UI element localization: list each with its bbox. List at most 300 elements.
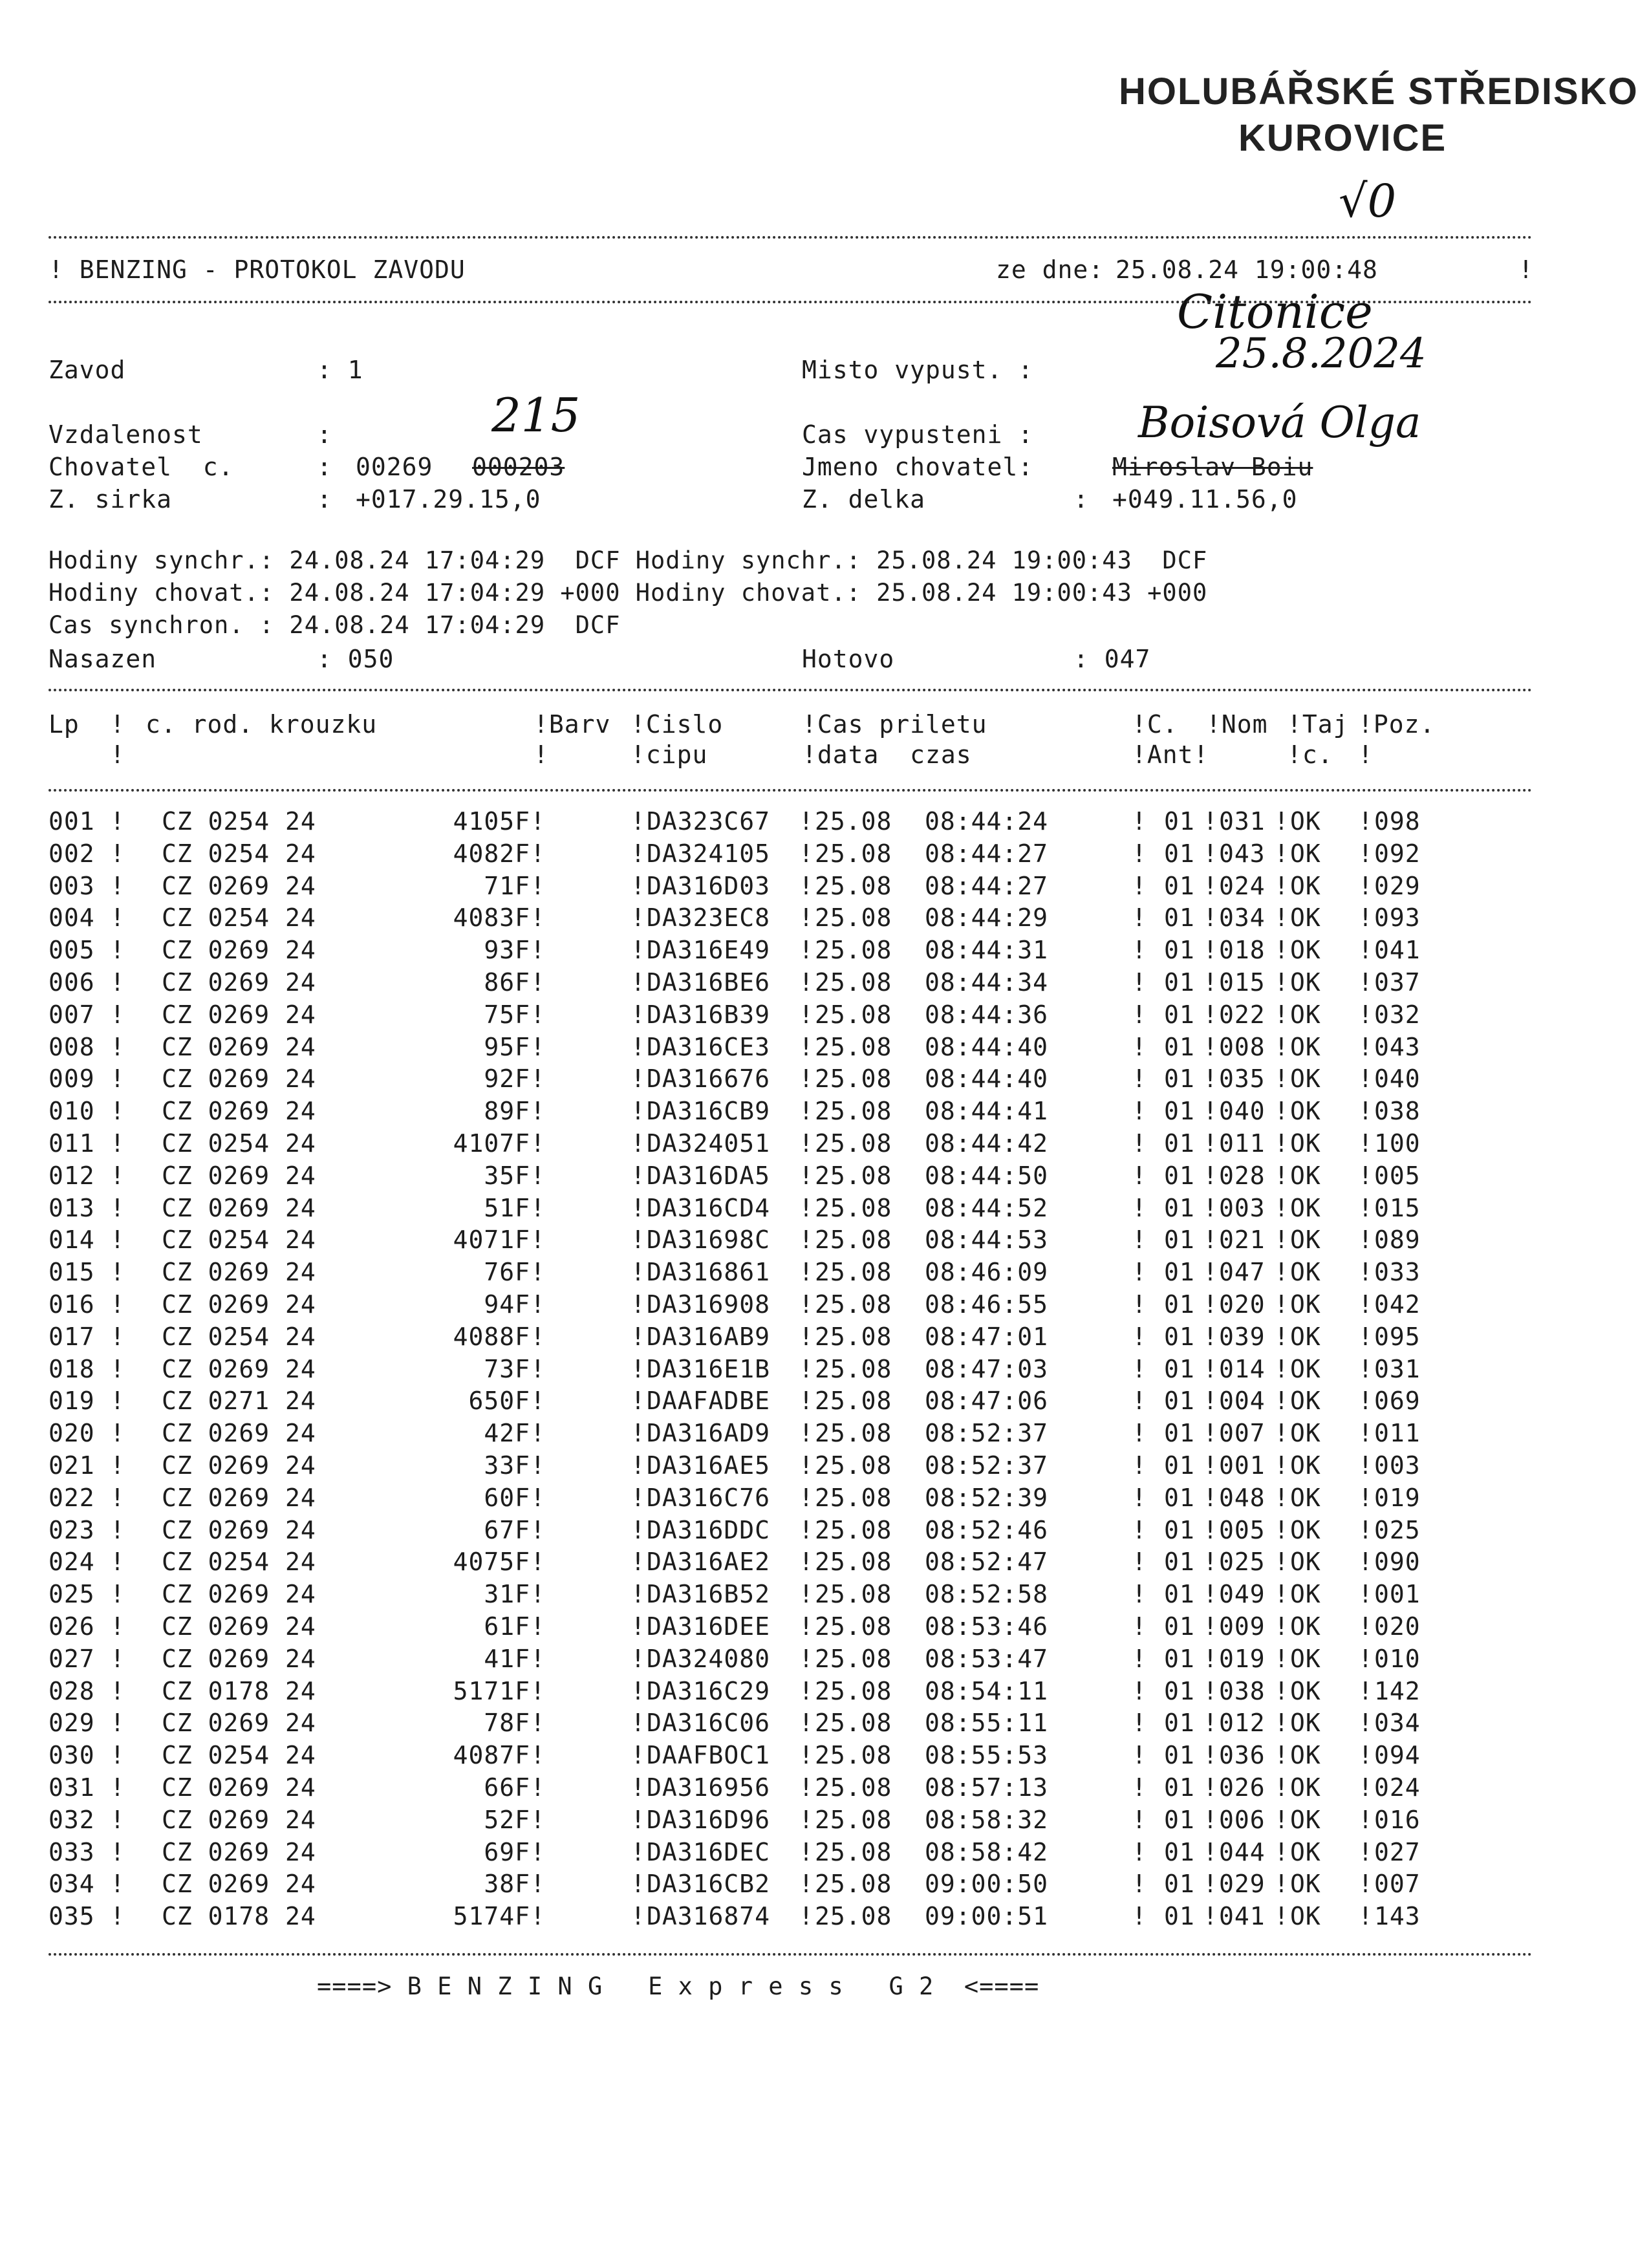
cell-chip: DA31698C — [647, 1226, 771, 1254]
cell-sep: ! — [1358, 1064, 1374, 1093]
cell-chip: DA316956 — [647, 1773, 771, 1802]
table-row — [48, 839, 1536, 872]
cell-ant: 01 — [1164, 1484, 1195, 1512]
cell-sep: ! — [110, 1097, 125, 1125]
cell-ring-number: 73F — [484, 1355, 530, 1383]
cell-sep: ! — [1203, 1355, 1218, 1383]
cell-taj: OK — [1290, 1258, 1321, 1286]
sirka-label: Z. sirka — [48, 485, 173, 513]
cell-chip: DA316D96 — [647, 1806, 771, 1834]
cell-poz: 001 — [1374, 1580, 1421, 1608]
cell-poz: 040 — [1374, 1064, 1421, 1093]
cell-nom: 034 — [1219, 903, 1266, 932]
cell-ant: 01 — [1164, 1677, 1195, 1705]
cell-nom: 040 — [1219, 1097, 1266, 1125]
col-nom: !Nom — [1206, 710, 1268, 739]
cell-sep: ! — [1358, 1645, 1374, 1673]
cell-ring-prefix: CZ 0254 24 — [162, 1741, 316, 1769]
cell-date: 25.08 — [815, 1226, 892, 1254]
cell-date: 25.08 — [815, 1033, 892, 1061]
cell-sep: ! — [1203, 1741, 1218, 1769]
cell-ring-number: 93F — [484, 936, 530, 964]
cell-sep: ! — [799, 1097, 814, 1125]
cell-taj: OK — [1290, 1129, 1321, 1158]
cell-sep: ! — [1203, 1419, 1218, 1447]
cell-ring-number: 4075F — [453, 1548, 530, 1576]
cell-sep: ! — [1274, 1806, 1289, 1834]
cell-ring-prefix: CZ 0178 24 — [162, 1902, 316, 1930]
cell-nom: 025 — [1219, 1548, 1266, 1576]
table-row — [48, 903, 1536, 936]
cell-nom: 038 — [1219, 1677, 1266, 1705]
table-row — [48, 1709, 1536, 1741]
cell-time: 08:46:55 — [925, 1290, 1049, 1319]
delka-sep: : — [1073, 485, 1089, 513]
cell-lp: 022 — [48, 1484, 95, 1512]
table-row — [48, 1677, 1536, 1709]
cell-lp: 026 — [48, 1612, 95, 1641]
cell-sep: ! — [1203, 1194, 1218, 1222]
cell-date: 25.08 — [815, 1612, 892, 1641]
cell-lp: 006 — [48, 968, 95, 997]
cell-ring-number: 60F — [484, 1484, 530, 1512]
cell-ring-prefix: CZ 0269 24 — [162, 1290, 316, 1319]
cell-sep: ! — [110, 1741, 125, 1769]
cell-poz: 007 — [1374, 1870, 1421, 1898]
cell-taj: OK — [1290, 1097, 1321, 1125]
cell-nom: 005 — [1219, 1516, 1266, 1544]
cell-sep: ! — [630, 1902, 646, 1930]
cell-ring-number: 52F — [484, 1806, 530, 1834]
nasazen-value: : 050 — [317, 645, 394, 673]
stamp-line-1: HOLUBÁŘSKÉ STŘEDISKO — [1119, 70, 1639, 113]
cell-sep: ! — [530, 839, 546, 868]
cell-sep: ! — [1274, 1194, 1289, 1222]
cell-chip: DAAFADBE — [647, 1387, 771, 1415]
cell-sep: ! — [1358, 936, 1374, 964]
table-row — [48, 1484, 1536, 1516]
cell-sep: ! — [1203, 1580, 1218, 1608]
cell-lp: 021 — [48, 1451, 95, 1480]
cell-ring-number: 5174F — [453, 1902, 530, 1930]
handwritten-date: 25.8.2024 — [1216, 330, 1427, 378]
cell-chip: DA324080 — [647, 1645, 771, 1673]
cell-sep: ! — [799, 807, 814, 836]
cell-ring-number: 94F — [484, 1290, 530, 1319]
cell-lp: 002 — [48, 839, 95, 868]
delka-label: Z. delka — [802, 485, 926, 513]
cell-ring-prefix: CZ 0269 24 — [162, 1451, 316, 1480]
cell-sep: ! — [1203, 1097, 1218, 1125]
cell-taj: OK — [1290, 872, 1321, 900]
cell-lp: 030 — [48, 1741, 95, 1769]
cell-sep: ! — [1358, 1516, 1374, 1544]
cell-chip: DA324105 — [647, 839, 771, 868]
cell-ring-number: 35F — [484, 1161, 530, 1190]
cell-sep: ! — [1274, 1323, 1289, 1351]
cell-sep: ! — [799, 872, 814, 900]
cell-sep: ! — [1358, 1161, 1374, 1190]
cell-sep: ! — [110, 1290, 125, 1319]
cell-ring-number: 38F — [484, 1870, 530, 1898]
cell-sep: ! — [530, 1033, 546, 1061]
cell-time: 08:44:52 — [925, 1194, 1049, 1222]
cell-date: 25.08 — [815, 903, 892, 932]
table-row — [48, 1355, 1536, 1387]
cell-date: 25.08 — [815, 1355, 892, 1383]
cell-nom: 036 — [1219, 1741, 1266, 1769]
cell-ant: 01 — [1164, 903, 1195, 932]
cell-ring-number: 61F — [484, 1612, 530, 1641]
cell-taj: OK — [1290, 1548, 1321, 1576]
handwritten-check: √0 — [1339, 175, 1397, 228]
cell-sep: ! — [799, 1580, 814, 1608]
cell-sep: ! — [630, 903, 646, 932]
delka-value: +049.11.56,0 — [1112, 485, 1298, 513]
cell-taj: OK — [1290, 1709, 1321, 1737]
cell-sep: ! — [799, 1484, 814, 1512]
cell-ring-prefix: CZ 0269 24 — [162, 1516, 316, 1544]
cell-sep: ! — [1132, 1387, 1147, 1415]
cell-sep: ! — [110, 1451, 125, 1480]
cell-sep: ! — [1203, 1516, 1218, 1544]
cell-sep: ! — [1274, 1548, 1289, 1576]
cell-time: 08:53:47 — [925, 1645, 1049, 1673]
cell-sep: ! — [799, 1033, 814, 1061]
cell-sep: ! — [1274, 1612, 1289, 1641]
cell-lp: 032 — [48, 1806, 95, 1834]
cell-ring-number: 5171F — [453, 1677, 530, 1705]
cell-sep: ! — [530, 1323, 546, 1351]
cell-ring-prefix: CZ 0269 24 — [162, 1000, 316, 1029]
cell-poz: 019 — [1374, 1484, 1421, 1512]
cell-sep: ! — [1358, 1387, 1374, 1415]
cell-poz: 142 — [1374, 1677, 1421, 1705]
cell-sep: ! — [630, 1290, 646, 1319]
cell-nom: 029 — [1219, 1870, 1266, 1898]
cell-poz: 025 — [1374, 1516, 1421, 1544]
cell-lp: 001 — [48, 807, 95, 836]
cell-lp: 018 — [48, 1355, 95, 1383]
cell-ring-prefix: CZ 0254 24 — [162, 1226, 316, 1254]
cell-sep: ! — [1203, 872, 1218, 900]
cell-sep: ! — [1203, 936, 1218, 964]
sync-line-1: Hodiny synchr.: 24.08.24 17:04:29 DCF Hodiny synchr.: 25.08.24 19:00:43 DCF — [48, 546, 1208, 574]
cell-date: 25.08 — [815, 1645, 892, 1673]
cell-date: 25.08 — [815, 1290, 892, 1319]
cell-sep: ! — [530, 1773, 546, 1802]
cell-sep: ! — [1203, 1290, 1218, 1319]
cell-time: 08:52:37 — [925, 1451, 1049, 1480]
cell-lp: 031 — [48, 1773, 95, 1802]
cell-sep: ! — [630, 1516, 646, 1544]
cell-sep: ! — [799, 1548, 814, 1576]
cell-time: 08:47:06 — [925, 1387, 1049, 1415]
cell-sep: ! — [110, 1000, 125, 1029]
cell-lp: 025 — [48, 1580, 95, 1608]
cell-sep: ! — [1358, 1838, 1374, 1866]
cell-sep: ! — [1274, 903, 1289, 932]
cell-ring-number: 86F — [484, 968, 530, 997]
table-row — [48, 1902, 1536, 1934]
cell-sep: ! — [630, 1161, 646, 1190]
cell-time: 09:00:51 — [925, 1902, 1049, 1930]
cell-sep: ! — [1132, 872, 1147, 900]
cell-sep: ! — [1132, 1870, 1147, 1898]
cell-sep: ! — [1203, 1870, 1218, 1898]
cell-lp: 024 — [48, 1548, 95, 1576]
cell-sep: ! — [110, 936, 125, 964]
cell-sep: ! — [799, 1129, 814, 1158]
cell-sep: ! — [1274, 1387, 1289, 1415]
cell-poz: 093 — [1374, 903, 1421, 932]
table-row — [48, 807, 1536, 839]
cell-chip: DA316C29 — [647, 1677, 771, 1705]
cell-date: 25.08 — [815, 1129, 892, 1158]
cell-sep: ! — [1274, 1773, 1289, 1802]
table-row — [48, 1773, 1536, 1806]
cell-sep: ! — [530, 1902, 546, 1930]
cell-poz: 043 — [1374, 1033, 1421, 1061]
nasazen-label: Nasazen — [48, 645, 157, 673]
cell-sep: ! — [1203, 1645, 1218, 1673]
cell-chip: DA324051 — [647, 1129, 771, 1158]
cell-sep: ! — [1132, 1258, 1147, 1286]
cell-ring-prefix: CZ 0254 24 — [162, 839, 316, 868]
cell-sep: ! — [1274, 1033, 1289, 1061]
cell-sep: ! — [110, 1419, 125, 1447]
cell-time: 08:52:37 — [925, 1419, 1049, 1447]
cell-sep: ! — [530, 1580, 546, 1608]
cell-date: 25.08 — [815, 1387, 892, 1415]
cell-ring-prefix: CZ 0269 24 — [162, 1194, 316, 1222]
cell-ring-number: 92F — [484, 1064, 530, 1093]
cell-poz: 098 — [1374, 807, 1421, 836]
col-sep-3: ! — [534, 740, 549, 769]
cell-ant: 01 — [1164, 1419, 1195, 1447]
cell-sep: ! — [530, 1645, 546, 1673]
cell-sep: ! — [530, 1806, 546, 1834]
cell-sep: ! — [530, 1194, 546, 1222]
cell-poz: 094 — [1374, 1741, 1421, 1769]
cell-ant: 01 — [1164, 1323, 1195, 1351]
cell-date: 25.08 — [815, 1838, 892, 1866]
cell-sep: ! — [630, 1484, 646, 1512]
cell-sep: ! — [630, 968, 646, 997]
vzdalenost-sep: : — [317, 420, 332, 449]
cell-sep: ! — [630, 1451, 646, 1480]
cell-sep: ! — [1358, 1129, 1374, 1158]
cell-sep: ! — [1132, 1773, 1147, 1802]
cell-taj: OK — [1290, 1484, 1321, 1512]
table-row — [48, 1612, 1536, 1645]
cell-ring-number: 51F — [484, 1194, 530, 1222]
cell-sep: ! — [799, 1290, 814, 1319]
cell-taj: OK — [1290, 1033, 1321, 1061]
cell-nom: 044 — [1219, 1838, 1266, 1866]
bottom-separator — [48, 1953, 1533, 1956]
table-row — [48, 1741, 1536, 1773]
cell-ring-prefix: CZ 0269 24 — [162, 1709, 316, 1737]
cell-ant: 01 — [1164, 1194, 1195, 1222]
cell-chip: DA316AD9 — [647, 1419, 771, 1447]
cell-sep: ! — [630, 1033, 646, 1061]
cell-lp: 004 — [48, 903, 95, 932]
cell-sep: ! — [1132, 1064, 1147, 1093]
col-lp: Lp — [48, 710, 80, 739]
cell-nom: 031 — [1219, 807, 1266, 836]
cell-chip: DA316E1B — [647, 1355, 771, 1383]
cell-sep: ! — [530, 1064, 546, 1093]
cell-time: 08:44:53 — [925, 1226, 1049, 1254]
cell-nom: 012 — [1219, 1709, 1266, 1737]
cell-taj: OK — [1290, 1645, 1321, 1673]
cell-poz: 024 — [1374, 1773, 1421, 1802]
cell-time: 09:00:50 — [925, 1870, 1049, 1898]
cell-nom: 026 — [1219, 1773, 1266, 1802]
cell-time: 08:53:46 — [925, 1612, 1049, 1641]
cell-sep: ! — [110, 1226, 125, 1254]
cell-sep: ! — [630, 1645, 646, 1673]
cell-sep: ! — [630, 1612, 646, 1641]
cell-sep: ! — [1132, 903, 1147, 932]
cell-sep: ! — [1203, 1806, 1218, 1834]
col-ring: c. rod. krouzku — [146, 710, 378, 739]
cell-ring-number: 42F — [484, 1419, 530, 1447]
cell-sep: ! — [1203, 1161, 1218, 1190]
cell-sep: ! — [110, 968, 125, 997]
cell-sep: ! — [799, 1870, 814, 1898]
cell-sep: ! — [110, 807, 125, 836]
cell-sep: ! — [110, 903, 125, 932]
cell-sep: ! — [1274, 872, 1289, 900]
table-row — [48, 1129, 1536, 1161]
cell-sep: ! — [799, 1419, 814, 1447]
cell-sep: ! — [1203, 1484, 1218, 1512]
cell-taj: OK — [1290, 1870, 1321, 1898]
cell-lp: 009 — [48, 1064, 95, 1093]
cell-sep: ! — [1274, 1838, 1289, 1866]
cell-sep: ! — [799, 1161, 814, 1190]
cell-sep: ! — [530, 1741, 546, 1769]
cell-time: 08:44:41 — [925, 1097, 1049, 1125]
cell-sep: ! — [530, 1870, 546, 1898]
table-row — [48, 1161, 1536, 1194]
cell-sep: ! — [630, 1677, 646, 1705]
cell-chip: DA316E49 — [647, 936, 771, 964]
cell-date: 25.08 — [815, 1323, 892, 1351]
col-ant-2: !Ant! — [1132, 740, 1209, 769]
cell-sep: ! — [799, 968, 814, 997]
hotovo-label: Hotovo — [802, 645, 895, 673]
cell-sep: ! — [530, 1484, 546, 1512]
cell-sep: ! — [799, 1258, 814, 1286]
table-row — [48, 1194, 1536, 1226]
cell-sep: ! — [1132, 1709, 1147, 1737]
cell-sep: ! — [630, 1000, 646, 1029]
cell-time: 08:58:32 — [925, 1806, 1049, 1834]
cell-time: 08:55:53 — [925, 1741, 1049, 1769]
cell-taj: OK — [1290, 1290, 1321, 1319]
cell-sep: ! — [1132, 1323, 1147, 1351]
cell-sep: ! — [1132, 1097, 1147, 1125]
cell-taj: OK — [1290, 1355, 1321, 1383]
cell-taj: OK — [1290, 1612, 1321, 1641]
table-row — [48, 936, 1536, 968]
cell-date: 25.08 — [815, 1548, 892, 1576]
col-cipu: !cipu — [630, 740, 708, 769]
cell-poz: 042 — [1374, 1290, 1421, 1319]
cell-ring-number: 75F — [484, 1000, 530, 1029]
cell-taj: OK — [1290, 1194, 1321, 1222]
table-row — [48, 1580, 1536, 1612]
cell-taj: OK — [1290, 903, 1321, 932]
cell-time: 08:44:29 — [925, 903, 1049, 932]
cell-ring-prefix: CZ 0269 24 — [162, 1773, 316, 1802]
table-row — [48, 1064, 1536, 1097]
cell-ring-prefix: CZ 0269 24 — [162, 1419, 316, 1447]
info-separator — [48, 689, 1533, 691]
cell-sep: ! — [1132, 1290, 1147, 1319]
cell-sep: ! — [1132, 1419, 1147, 1447]
cell-sep: ! — [110, 1612, 125, 1641]
cas-vypusteni-label: Cas vypusteni : — [802, 420, 1034, 449]
cell-sep: ! — [630, 1548, 646, 1576]
cell-sep: ! — [1358, 1226, 1374, 1254]
cell-sep: ! — [110, 1194, 125, 1222]
cell-nom: 001 — [1219, 1451, 1266, 1480]
cell-sep: ! — [1358, 839, 1374, 868]
cell-sep: ! — [630, 839, 646, 868]
cell-sep: ! — [110, 1064, 125, 1093]
cell-sep: ! — [799, 1194, 814, 1222]
cell-sep: ! — [799, 1323, 814, 1351]
cell-ant: 01 — [1164, 1355, 1195, 1383]
cell-ring-number: 33F — [484, 1451, 530, 1480]
cell-poz: 033 — [1374, 1258, 1421, 1286]
cell-ant: 01 — [1164, 1516, 1195, 1544]
table-row — [48, 1645, 1536, 1677]
cell-ring-prefix: CZ 0269 24 — [162, 1838, 316, 1866]
cell-sep: ! — [1358, 1290, 1374, 1319]
col-data-czas: !data czas — [802, 740, 972, 769]
cell-ant: 01 — [1164, 872, 1195, 900]
cell-ant: 01 — [1164, 1064, 1195, 1093]
cell-sep: ! — [110, 1516, 125, 1544]
cell-poz: 092 — [1374, 839, 1421, 868]
cell-sep: ! — [1274, 1129, 1289, 1158]
top-separator — [48, 236, 1533, 239]
cell-ant: 01 — [1164, 1033, 1195, 1061]
cell-ant: 01 — [1164, 1548, 1195, 1576]
cell-sep: ! — [1132, 1548, 1147, 1576]
cell-sep: ! — [1274, 1677, 1289, 1705]
cell-sep: ! — [1274, 968, 1289, 997]
cell-sep: ! — [110, 1645, 125, 1673]
cell-sep: ! — [799, 1741, 814, 1769]
cell-taj: OK — [1290, 1516, 1321, 1544]
cell-taj: OK — [1290, 807, 1321, 836]
cell-chip: DA316908 — [647, 1290, 771, 1319]
cell-sep: ! — [630, 1323, 646, 1351]
cell-date: 25.08 — [815, 807, 892, 836]
sirka-value: +017.29.15,0 — [356, 485, 541, 513]
cell-sep: ! — [110, 1258, 125, 1286]
cell-ring-prefix: CZ 0254 24 — [162, 1129, 316, 1158]
cell-sep: ! — [110, 1580, 125, 1608]
cell-taj: OK — [1290, 1677, 1321, 1705]
cell-ring-prefix: CZ 0269 24 — [162, 1645, 316, 1673]
